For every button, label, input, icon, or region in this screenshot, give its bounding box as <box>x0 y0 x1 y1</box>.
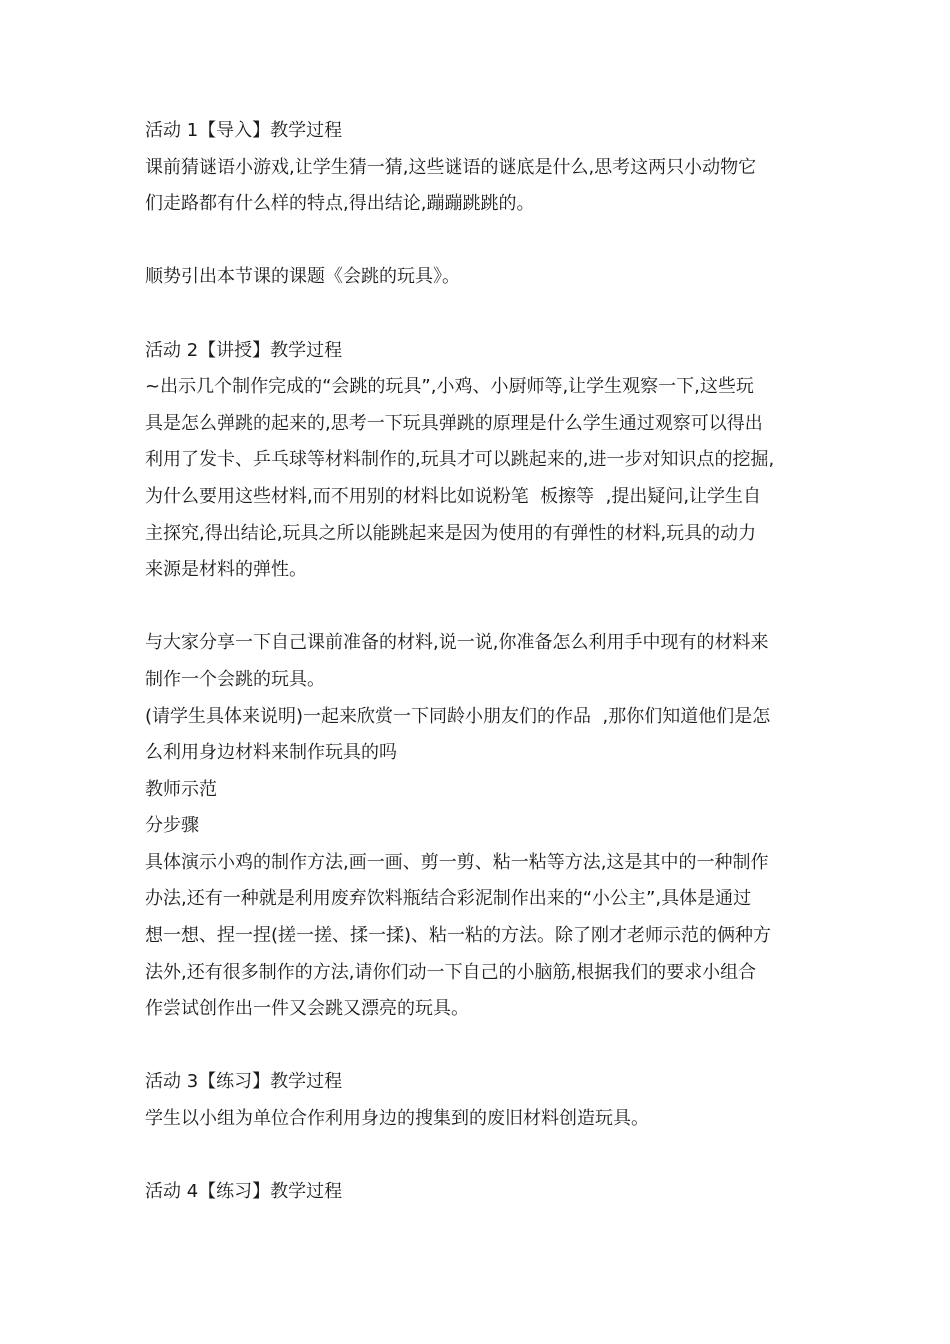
lesson-title-lead-in: 顺势引出本节课的课题《会跳的玩具》。 <box>145 266 460 288</box>
paragraph-gap <box>145 1028 810 1065</box>
activity-2-text-line: 制作一个会跳的玩具。 <box>145 668 325 690</box>
activity-1-text-line: 们走路都有什么样的特点,得出结论,蹦蹦跳跳的。 <box>145 193 535 215</box>
activity-2-text-line: 为什么要用这些材料,而不用别的材料比如说粉笔 板擦等 ,提出疑问,让学生自 <box>145 485 762 507</box>
activity-2-text-line: 办法,还有一种就是利用废弃饮料瓶结合彩泥制作出来的“小公主”,具体是通过 <box>145 888 752 910</box>
document-body <box>145 113 810 1211</box>
activity-2-text-line: 法外,还有很多制作的方法,请你们动一下自己的小脑筋,根据我们的要求小组合 <box>145 961 757 983</box>
paragraph-gap <box>145 1138 810 1175</box>
activity-4-heading: 活动 4【练习】教学过程 <box>145 1181 343 1203</box>
activity-2-text-line: (请学生具体来说明)一起来欣赏一下同龄小朋友们的作品 ,那你们知道他们是怎 <box>145 705 771 727</box>
paragraph-gap <box>145 296 810 333</box>
activity-2-text-line: 主探究,得出结论,玩具之所以能跳起来是因为使用的有弹性的材料,玩具的动力 <box>145 522 757 544</box>
activity-2-text-line: 与大家分享一下自己课前准备的材料,说一说,你准备怎么利用手中现有的材料来 <box>145 632 769 654</box>
activity-2-text-line: 来源是材料的弹性。 <box>145 559 307 581</box>
activity-2-heading: 活动 2【讲授】教学过程 <box>145 339 343 361</box>
activity-2-text-line: 教师示范 <box>145 778 217 800</box>
activity-2-text-line: 具体演示小鸡的制作方法,画一画、剪一剪、粘一粘等方法,这是其中的一种制作 <box>145 851 769 873</box>
activity-2-text-line: 利用了发卡、乒乓球等材料制作的,玩具才可以跳起来的,进一步对知识点的挖掘, <box>145 449 775 471</box>
activity-3-heading: 活动 3【练习】教学过程 <box>145 1071 343 1093</box>
activity-3-text-line: 学生以小组为单位合作利用身边的搜集到的废旧材料创造玩具。 <box>145 1108 649 1130</box>
activity-1-heading: 活动 1【导入】教学过程 <box>145 120 343 141</box>
paragraph-gap <box>145 223 810 260</box>
activity-2-text-line: 么利用身边材料来制作玩具的吗 <box>145 742 397 764</box>
activity-1-text-line: 课前猜谜语小游戏,让学生猜一猜,这些谜语的谜底是什么,思考这两只小动物它 <box>145 156 757 178</box>
activity-2-text-line: ~出示几个制作完成的“会跳的玩具”,小鸡、小厨师等,让学生观察一下,这些玩 <box>145 376 754 398</box>
paragraph-gap <box>145 589 810 626</box>
activity-2-text-line: 具是怎么弹跳的起来的,思考一下玩具弹跳的原理是什么学生通过观察可以得出 <box>145 412 763 434</box>
activity-2-text-line: 想一想、捏一捏(搓一搓、揉一揉)、粘一粘的方法。除了刚才老师示范的俩种方 <box>145 925 772 947</box>
activity-2-text-line: 分步骤 <box>145 815 199 837</box>
activity-2-text-line: 作尝试创作出一件又会跳又漂亮的玩具。 <box>145 998 469 1020</box>
